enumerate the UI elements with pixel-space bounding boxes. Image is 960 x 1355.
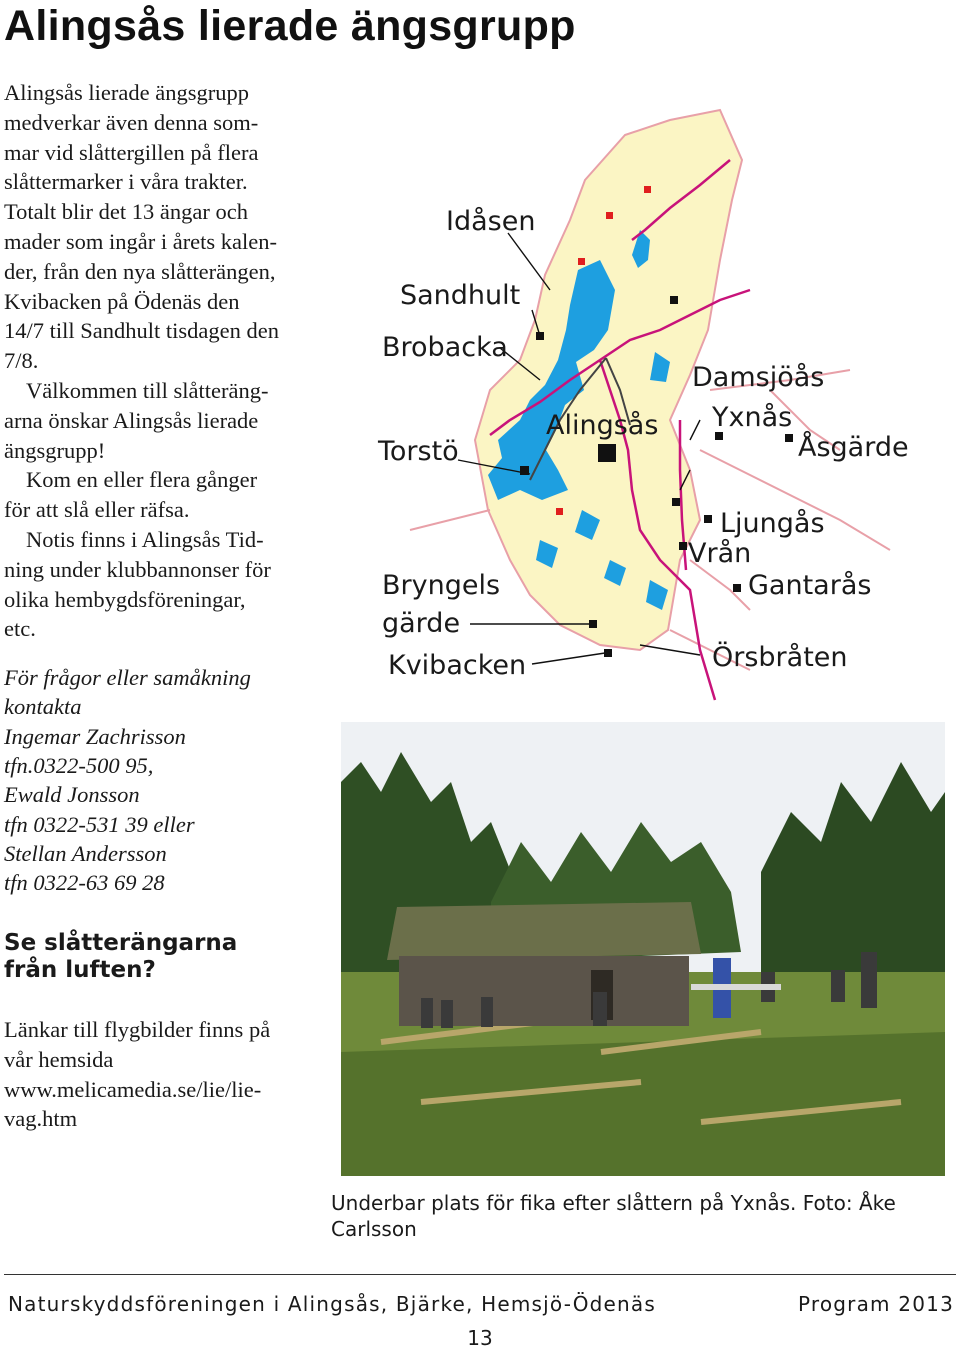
text-line: mader som ingår i årets kalen- <box>4 228 278 254</box>
map-label-idasen: Idåsen <box>446 206 536 237</box>
text-line: Notis finns i Alingsås Tid- <box>26 526 264 552</box>
website-link[interactable]: www.melicamedia.se/lie/lie- <box>4 1076 262 1102</box>
contact-line: Stellan Andersson <box>4 840 167 866</box>
text-line: vår hemsida <box>4 1046 114 1072</box>
intro-paragraph <box>4 78 322 376</box>
text-line: Alingsås lierade ängsgrupp <box>4 80 249 105</box>
text-line: 7/8. <box>4 348 39 374</box>
subheading-line: Se slåtterängarna <box>4 930 238 956</box>
text-line: slåttermarker i våra trakter. <box>4 169 248 195</box>
text-line: olika hembygdsföreningar, <box>4 586 246 612</box>
map-marker <box>715 432 723 440</box>
map-marker <box>520 466 529 475</box>
contact-block <box>4 663 322 897</box>
links-paragraph <box>4 1015 322 1134</box>
text-line: arna önskar Alingsås lierade <box>4 407 259 433</box>
contact-line: tfn 0322-63 69 28 <box>4 870 165 896</box>
text-line: etc. <box>4 616 36 642</box>
map-label-brobacka: Brobacka <box>382 332 508 363</box>
text-line: medverkar även denna som- <box>4 109 259 135</box>
text-line: der, från den nya slåtterängen, <box>4 258 276 284</box>
map-marker <box>679 542 687 550</box>
contact-line: Ingemar Zachrisson <box>4 723 186 749</box>
map-marker <box>704 515 712 523</box>
map-red-marker <box>606 212 613 219</box>
contact-line: tfn.0322-500 95, <box>4 753 154 779</box>
map-label-sandhult: Sandhult <box>400 280 521 311</box>
text-line: Länkar till flygbilder finns på <box>4 1017 271 1042</box>
page-number: 13 <box>467 1326 493 1350</box>
map-label-torsto: Torstö <box>378 436 459 467</box>
meadow-map <box>370 90 960 710</box>
footer-organization: Naturskyddsföreningen i Alingsås, Bjärke, Hemsjö-Ödenäs <box>8 1292 657 1316</box>
notice-paragraph <box>4 525 322 644</box>
map-marker <box>670 296 678 304</box>
aerial-subheading <box>4 930 324 984</box>
map-marker <box>589 620 597 628</box>
map-label-orsbraten: Örsbråten <box>712 642 848 673</box>
map-label-asgarde: Åsgärde <box>798 432 909 463</box>
map-label-kvibacken: Kvibacken <box>388 650 527 681</box>
map-label-gantaras: Gantarås <box>748 570 872 601</box>
come-paragraph <box>4 465 322 525</box>
map-label-yxnas: Yxnås <box>712 402 793 433</box>
website-link[interactable]: vag.htm <box>4 1106 78 1132</box>
contact-line: kontakta <box>4 694 82 720</box>
map-label-ljungas: Ljungås <box>720 508 825 539</box>
meadow-photo <box>341 722 945 1176</box>
page-title: Alingsås lierade ängsgrupp <box>4 2 576 50</box>
map-red-marker <box>644 186 651 193</box>
footer-divider <box>4 1274 956 1275</box>
text-line: Välkommen till slåtteräng- <box>26 377 269 403</box>
map-marker <box>604 649 612 657</box>
map-marker <box>733 584 741 592</box>
contact-line: För frågor eller samåkning <box>4 665 251 691</box>
photo-table <box>691 984 781 990</box>
map-red-marker <box>578 258 585 265</box>
text-line: 14/7 till Sandhult tisdagen den <box>4 318 279 344</box>
contact-line: Ewald Jonsson <box>4 782 140 808</box>
map-marker-alingsas <box>598 444 616 462</box>
welcome-paragraph <box>4 376 322 465</box>
contact-line: tfn 0322-531 39 eller <box>4 811 195 837</box>
text-line: för att slå eller räfsa. <box>4 497 190 523</box>
map-label-bryngels-2: gärde <box>382 608 461 639</box>
text-line: ängsgrupp! <box>4 437 106 463</box>
photo-cabin-roof <box>387 902 701 960</box>
footer-program: Program 2013 <box>797 1292 954 1316</box>
map-label-bryngels: Bryngels <box>382 570 501 601</box>
text-line: ning under klubbannonser för <box>4 556 271 582</box>
subheading-line: från luften? <box>4 957 156 983</box>
map-marker <box>672 498 680 506</box>
map-marker <box>536 332 544 340</box>
text-line: Kom en eller flera gånger <box>26 467 258 493</box>
map-marker <box>785 434 793 442</box>
map-label-vran: Vrån <box>688 538 752 569</box>
text-column <box>4 78 322 898</box>
text-line: mar vid slåttergillen på flera <box>4 139 259 165</box>
text-line: Totalt blir det 13 ängar och <box>4 199 248 225</box>
map-label-alingsas: Alingsås <box>546 410 659 441</box>
text-line: Kvibacken på Ödenäs den <box>4 288 240 314</box>
map-label-damsjoas: Damsjöås <box>692 362 825 393</box>
map-red-marker <box>556 508 563 515</box>
photo-caption: Underbar plats för fika efter slåttern på Yxnås. Foto: Åke Carlsson <box>331 1191 896 1241</box>
